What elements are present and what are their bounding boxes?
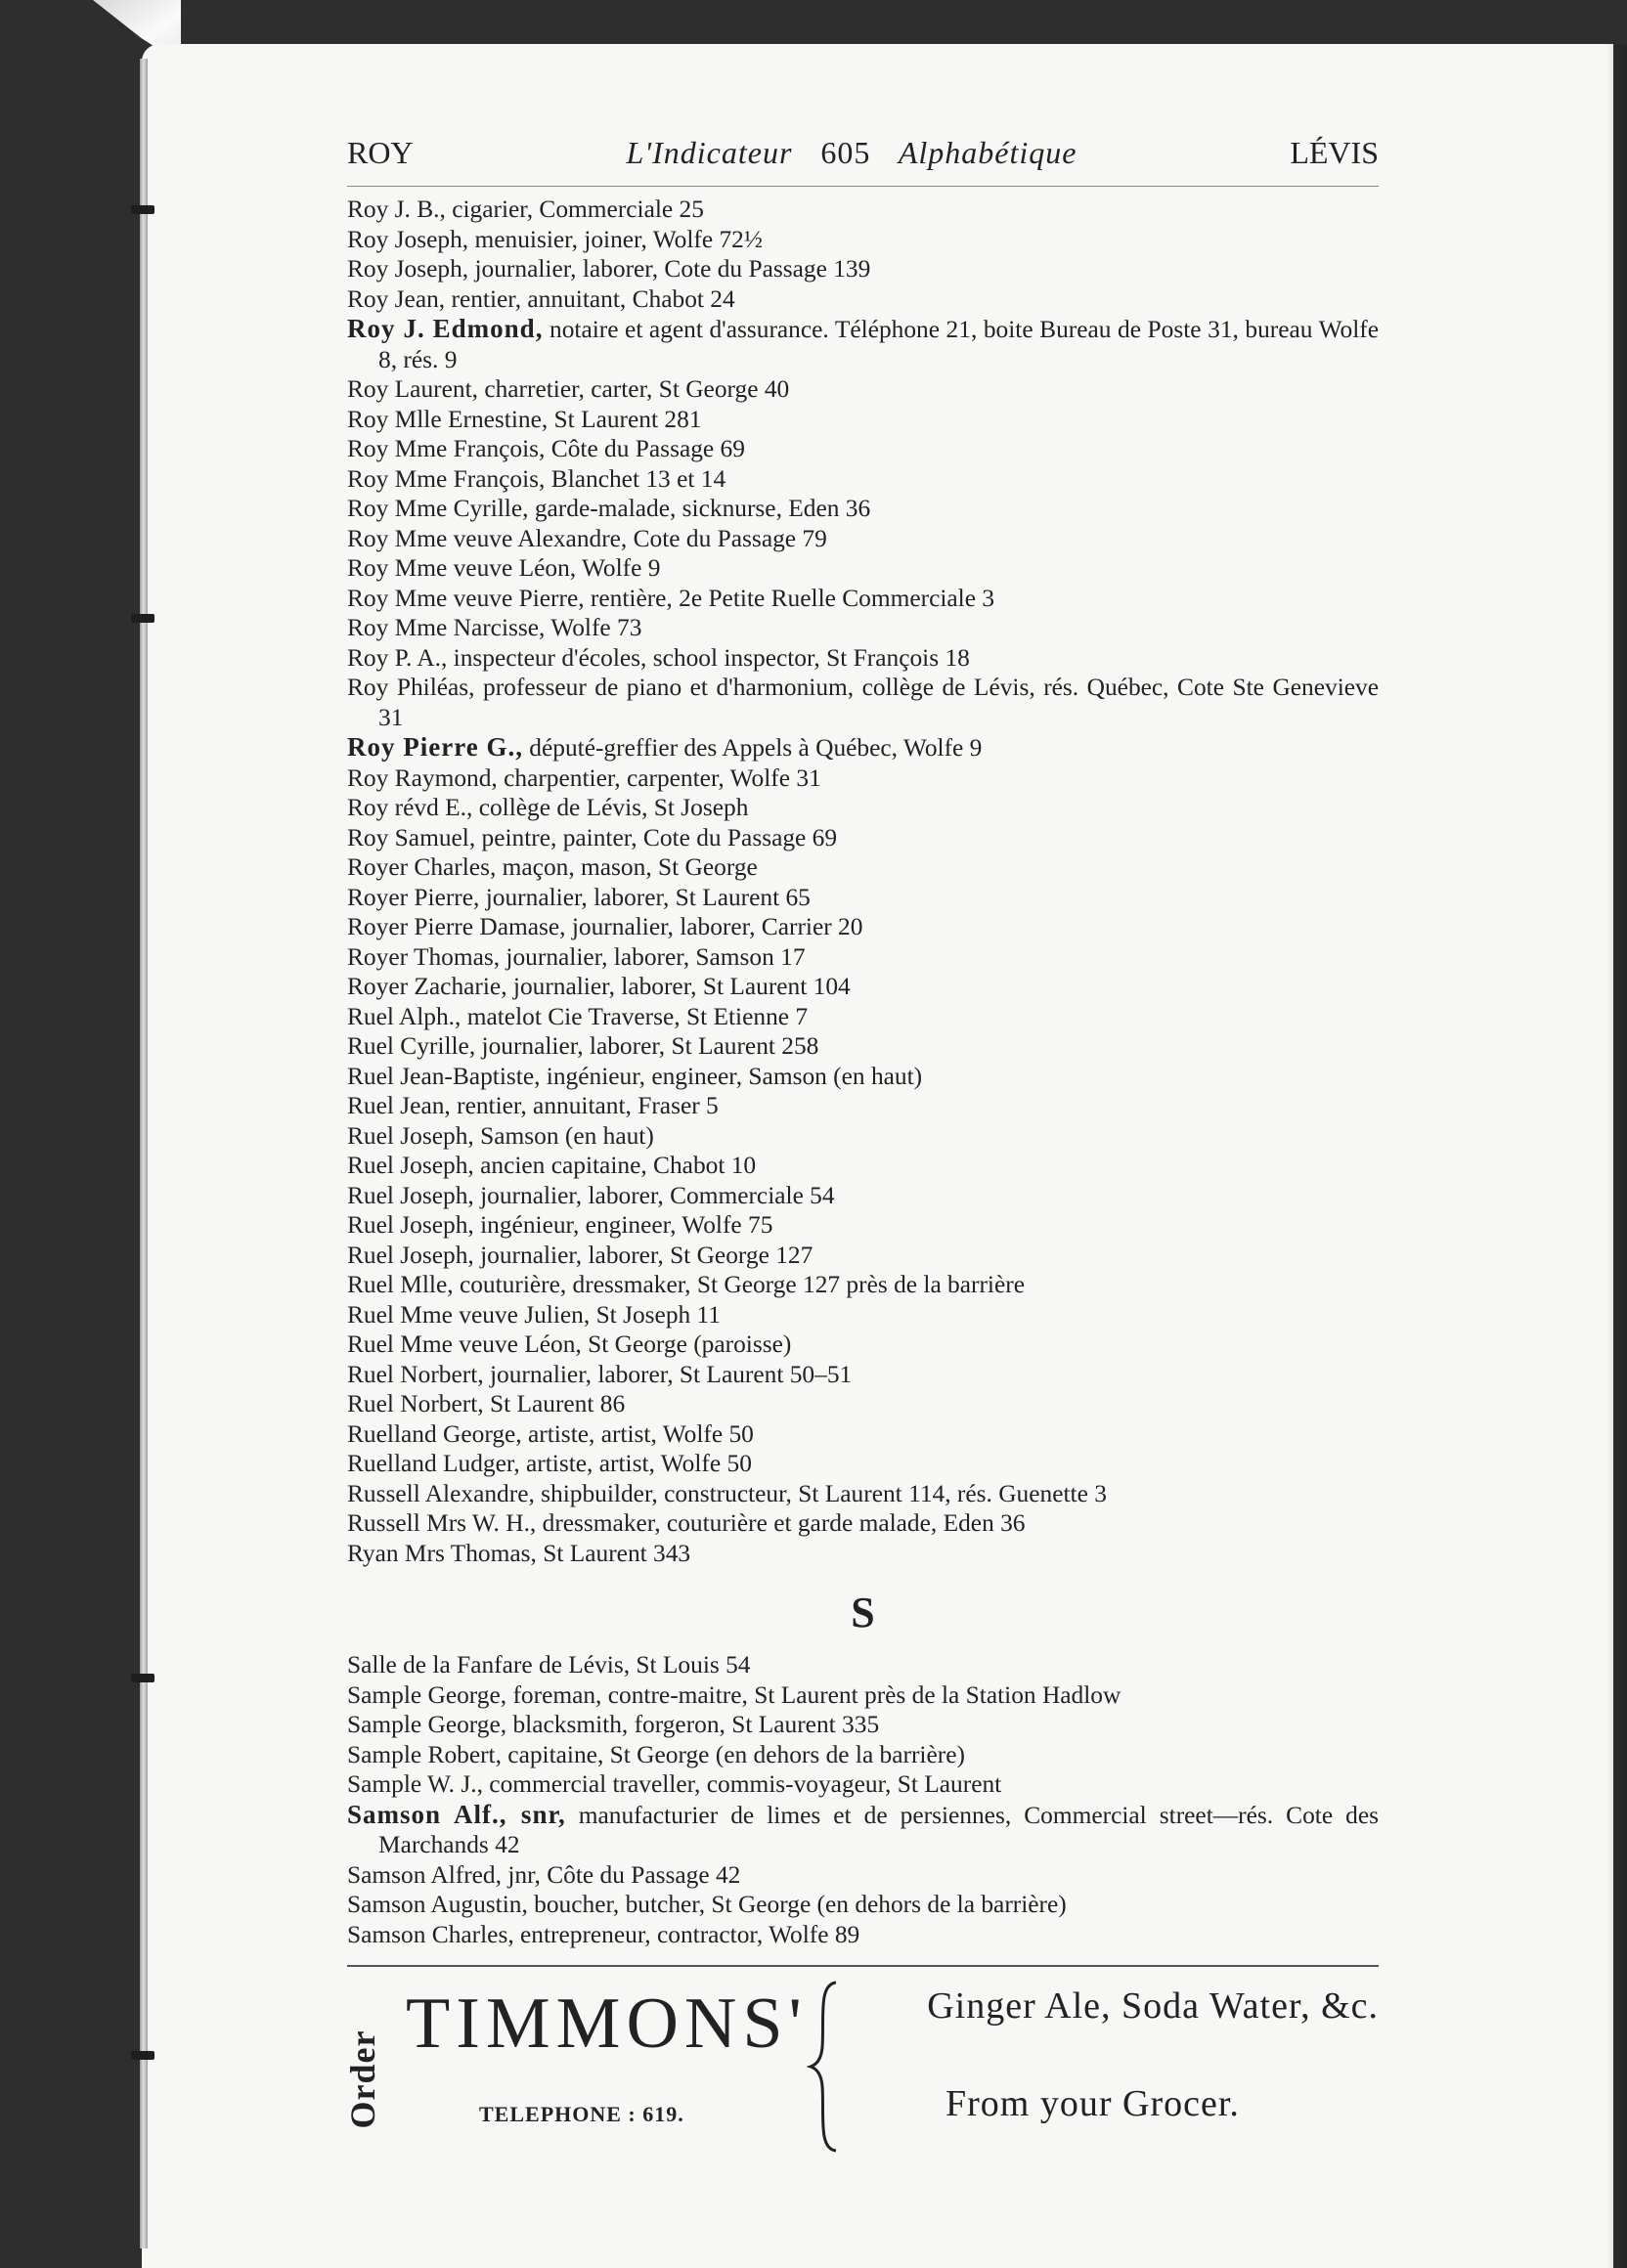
- directory-entry: [347, 1062, 1379, 1092]
- directory-entry: [347, 732, 1379, 763]
- directory-entry: [347, 1650, 1379, 1680]
- entry-text: Ruel Joseph, journalier, laborer, Commerciale 54: [347, 1181, 835, 1209]
- entry-text: Sample W. J., commercial traveller, commis-voyageur, St Laurent: [347, 1770, 1002, 1798]
- directory-entry: [347, 1680, 1379, 1711]
- entry-text: Salle de la Fanfare de Lévis, St Louis 54: [347, 1651, 751, 1679]
- directory-entry: [347, 763, 1379, 794]
- timmons-advertisement: [343, 1965, 1379, 2162]
- directory-entry: [347, 1270, 1379, 1300]
- directory-entry: [347, 284, 1379, 315]
- directory-entry: [347, 1300, 1379, 1330]
- header-left: ROY: [347, 135, 414, 170]
- directory-entry: [347, 942, 1379, 973]
- entry-text: Royer Charles, maçon, mason, St George: [347, 853, 758, 881]
- entry-text: Roy Mme veuve Pierre, rentière, 2e Petite Ruelle Commerciale 3: [347, 584, 995, 612]
- directory-entry: [347, 1508, 1379, 1539]
- entry-text: Ruelland George, artiste, artist, Wolfe 50: [347, 1419, 754, 1448]
- directory-entry: [347, 883, 1379, 913]
- ad-order-text: Order: [343, 2029, 382, 2129]
- header-title-a: L'Indicateur: [626, 135, 793, 170]
- directory-entry: [347, 464, 1379, 495]
- directory-entry: [347, 1151, 1379, 1181]
- entry-text: Royer Pierre Damase, journalier, laborer, Carrier 20: [347, 913, 863, 940]
- entry-text: Russell Mrs W. H., dressmaker, couturière et garde malade, Eden 36: [347, 1509, 1026, 1537]
- ad-tagline: From your Grocer.: [945, 2083, 1240, 2124]
- entry-text: Roy Mlle Ernestine, St Laurent 281: [347, 405, 702, 433]
- directory-entry: [347, 494, 1379, 524]
- page-content: [343, 135, 1379, 2162]
- directory-entry: [347, 1360, 1379, 1390]
- entry-text: Ruel Joseph, ingénieur, engineer, Wolfe 75: [347, 1211, 773, 1239]
- directory-entry: [347, 1330, 1379, 1360]
- directory-entry: [347, 823, 1379, 853]
- ad-products: Ginger Ale, Soda Water, &c.: [927, 1985, 1379, 2027]
- directory-entry: [347, 852, 1379, 883]
- directory-entry: [347, 1181, 1379, 1211]
- entry-bold-name: Samson Alf., snr,: [347, 1799, 566, 1829]
- entry-text: Roy P. A., inspecteur d'écoles, school inspector, St François 18: [347, 643, 970, 672]
- entry-text: Ruel Joseph, Samson (en haut): [347, 1121, 654, 1150]
- directory-entry: [347, 524, 1379, 554]
- directory-entry: [347, 1002, 1379, 1032]
- entry-text: notaire et agent d'assurance. Téléphone 21, boite Bureau de Poste 31, bureau Wolfe 8, rés. 9: [378, 316, 1379, 373]
- page-number: 605: [820, 135, 871, 170]
- entry-text: Roy Mme veuve Alexandre, Cote du Passage 79: [347, 524, 827, 552]
- entry-text: Ruel Jean-Baptiste, ingénieur, engineer, Samson (en haut): [347, 1062, 923, 1090]
- entry-text: Ruel Norbert, journalier, laborer, St Laurent 50–51: [347, 1360, 853, 1388]
- entry-text: Russell Alexandre, shipbuilder, constructeur, St Laurent 114, rés. Guenette 3: [347, 1479, 1107, 1507]
- entry-text: Roy Mme Cyrille, garde-malade, sicknurse, Eden 36: [347, 495, 871, 522]
- entry-text: Ruel Cyrille, journalier, laborer, St Laurent 258: [347, 1032, 819, 1060]
- directory-entry: [347, 1860, 1379, 1891]
- entry-text: Ruel Mme veuve Julien, St Joseph 11: [347, 1300, 721, 1329]
- directory-entry: [347, 434, 1379, 464]
- ad-order-label: [343, 2006, 382, 2153]
- binding-stitch: [131, 205, 154, 214]
- entries-r-list: [347, 195, 1379, 1568]
- header-center: [626, 135, 1077, 171]
- entry-text: Roy Joseph, journalier, laborer, Cote du Passage 139: [347, 255, 871, 283]
- entry-text: Ryan Mrs Thomas, St Laurent 343: [347, 1539, 691, 1567]
- directory-entry: [347, 1769, 1379, 1800]
- book-spine: [140, 59, 148, 2248]
- entry-text: Royer Thomas, journalier, laborer, Samson 17: [347, 942, 806, 971]
- header-right: LÉVIS: [1290, 135, 1379, 170]
- running-header: [347, 135, 1379, 187]
- directory-entry: [347, 912, 1379, 942]
- entry-text: Ruel Mme veuve Léon, St George (paroisse): [347, 1330, 792, 1358]
- entries-s-list: [347, 1650, 1379, 1949]
- entry-text: Roy Mme veuve Léon, Wolfe 9: [347, 554, 661, 582]
- directory-entry: [347, 374, 1379, 405]
- directory-entry: [347, 1031, 1379, 1062]
- binding-stitch: [131, 2051, 154, 2060]
- entry-text: Royer Zacharie, journalier, laborer, St Laurent 104: [347, 973, 851, 1000]
- directory-entry: [347, 1710, 1379, 1740]
- entry-text: Roy J. B., cigarier, Commerciale 25: [347, 196, 704, 223]
- directory-entry: [347, 1241, 1379, 1271]
- entry-text: manufacturier de limes et de persiennes, Commercial street—rés. Cote des Marchands 42: [378, 1801, 1379, 1858]
- entry-text: Royer Pierre, journalier, laborer, St Laurent 65: [347, 883, 811, 911]
- directory-entry: [347, 1121, 1379, 1152]
- header-title-b: Alphabétique: [898, 135, 1077, 170]
- entry-text: Ruel Mlle, couturière, dressmaker, St George 127 près de la barrière: [347, 1271, 1025, 1298]
- entry-text: Ruel Joseph, ancien capitaine, Chabot 10: [347, 1152, 757, 1179]
- entry-text: Ruel Alph., matelot Cie Traverse, St Etienne 7: [347, 1002, 809, 1030]
- directory-entry: [347, 1479, 1379, 1509]
- entry-text: Ruel Jean, rentier, annuitant, Fraser 5: [347, 1092, 719, 1119]
- directory-entry: [347, 1920, 1379, 1950]
- entry-text: Roy Laurent, charretier, carter, St George 40: [347, 375, 790, 403]
- directory-entry: [347, 643, 1379, 674]
- directory-entry: [347, 553, 1379, 584]
- directory-entry: [347, 195, 1379, 225]
- directory-entry: [347, 225, 1379, 255]
- entry-text: Roy Philéas, professeur de piano et d'harmonium, collège de Lévis, rés. Québec, Cote Ste Genevieve 31: [347, 674, 1379, 731]
- entry-text: Sample George, blacksmith, forgeron, St Laurent 335: [347, 1711, 880, 1738]
- entry-text: Samson Alfred, jnr, Côte du Passage 42: [347, 1860, 741, 1889]
- curly-brace-icon: [807, 1979, 846, 2155]
- directory-entry: [347, 1800, 1379, 1860]
- directory-entry: [347, 314, 1379, 374]
- binding-stitch: [131, 1674, 154, 1682]
- directory-entry: [347, 584, 1379, 614]
- directory-entry: [347, 793, 1379, 823]
- entry-text: Roy Joseph, menuisier, joiner, Wolfe 72½: [347, 225, 763, 253]
- entry-text: Roy Samuel, peintre, painter, Cote du Passage 69: [347, 823, 838, 851]
- section-letter: S: [851, 1589, 875, 1636]
- entry-text: Roy Jean, rentier, annuitant, Chabot 24: [347, 284, 735, 313]
- entry-text: Roy Raymond, charpentier, carpenter, Wolfe 31: [347, 763, 821, 792]
- binding-stitch: [131, 614, 154, 623]
- entry-text: député-greffier des Appels à Québec, Wolfe 9: [522, 734, 983, 762]
- entry-text: Roy Mme François, Côte du Passage 69: [347, 435, 745, 462]
- directory-entry: [347, 1389, 1379, 1419]
- directory-entry: [347, 613, 1379, 643]
- entry-text: Roy Mme François, Blanchet 13 et 14: [347, 464, 726, 493]
- entry-text: Sample Robert, capitaine, St George (en dehors de la barrière): [347, 1740, 965, 1768]
- directory-entry: [347, 1210, 1379, 1241]
- directory-entry: [347, 972, 1379, 1002]
- directory-entry: [347, 1449, 1379, 1479]
- directory-entry: [347, 1091, 1379, 1121]
- directory-entry: [347, 254, 1379, 284]
- entry-text: Ruel Joseph, journalier, laborer, St George 127: [347, 1241, 814, 1269]
- entry-text: Ruelland Ludger, artiste, artist, Wolfe 50: [347, 1450, 752, 1477]
- directory-entry: [347, 673, 1379, 732]
- ad-telephone: TELEPHONE : 619.: [479, 2102, 684, 2126]
- entry-text: Roy Mme Narcisse, Wolfe 73: [347, 614, 642, 641]
- entry-bold-name: Roy J. Edmond,: [347, 314, 544, 343]
- entry-text: Samson Augustin, boucher, butcher, St George (en dehors de la barrière): [347, 1891, 1067, 1918]
- entry-text: Roy révd E., collège de Lévis, St Joseph: [347, 794, 749, 821]
- entry-text: Sample George, foreman, contre-maitre, St Laurent près de la Station Hadlow: [347, 1680, 1121, 1709]
- ad-brand: TIMMONS': [406, 1984, 808, 2064]
- entry-text: Ruel Norbert, St Laurent 86: [347, 1390, 626, 1418]
- page-edge-shadow: [1605, 44, 1627, 2268]
- directory-entry: [347, 1740, 1379, 1770]
- directory-entry: [347, 1539, 1379, 1569]
- entry-text: Samson Charles, entrepreneur, contractor, Wolfe 89: [347, 1920, 860, 1948]
- directory-entry: [347, 1890, 1379, 1920]
- directory-entry: [347, 405, 1379, 435]
- directory-entry: [347, 1419, 1379, 1450]
- entry-bold-name: Roy Pierre G.,: [347, 732, 523, 762]
